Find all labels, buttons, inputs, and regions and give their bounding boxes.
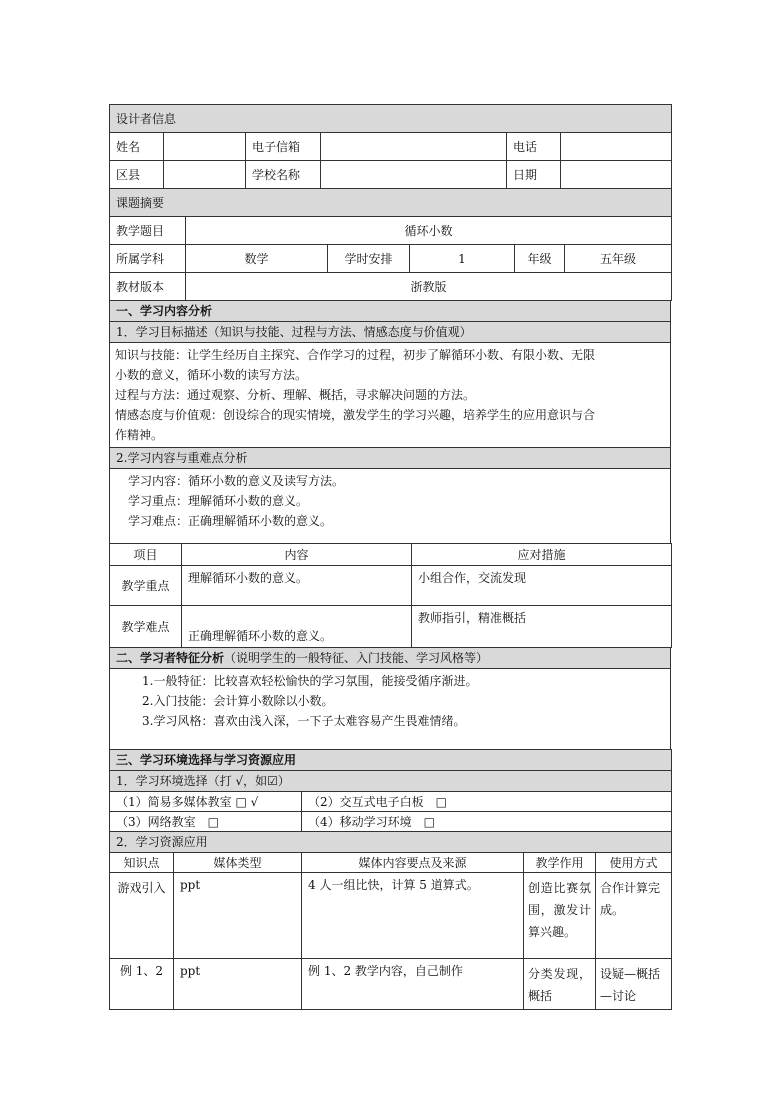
school-value[interactable] — [321, 161, 507, 189]
district-label: 区县 — [110, 161, 164, 189]
environment-section-title: 三、学习环境选择与学习资源应用 — [110, 750, 672, 771]
res-role: 创造比赛氛围，激发计算兴趣。 — [524, 873, 596, 959]
learner-table — [109, 647, 671, 750]
res-role: 分类发现，概括 — [524, 959, 596, 1010]
date-label: 日期 — [507, 161, 561, 189]
res-media: ppt — [174, 873, 302, 959]
edition-value: 浙教版 — [186, 273, 672, 301]
kd-row-measure: 教师指引，精准概括 — [412, 606, 672, 648]
resource-title: 2．学习资源应用 — [110, 832, 672, 853]
env-option-multimedia[interactable]: （1）简易多媒体教室 □ √ — [110, 792, 302, 812]
res-use: 设疑—概括—讨论 — [596, 959, 672, 1010]
school-label: 学校名称 — [246, 161, 321, 189]
summary-section-title: 课题摘要 — [110, 189, 672, 217]
key-line: 学习重点：理解循环小数的意义。 — [128, 494, 309, 508]
resource-table — [109, 852, 672, 1010]
kd-row-item: 教学难点 — [110, 606, 182, 648]
goals-line: 情感态度与价值观：创设综合的现实情境，激发学生的学习兴趣，培养学生的应用意识与合 — [115, 408, 596, 422]
learner-line: 2.入门技能：会计算小数除以小数。 — [142, 694, 334, 708]
goals-line: 小数的意义，循环小数的读写方法。 — [115, 368, 308, 382]
topic-label: 教学题目 — [110, 217, 186, 245]
district-value[interactable] — [164, 161, 246, 189]
content-section-title: 一、学习内容分析 — [110, 301, 671, 322]
learner-section-heading: 二、学习者特征分析 — [116, 651, 225, 665]
res-header-role: 教学作用 — [524, 853, 596, 873]
designer-info-table — [109, 104, 672, 189]
kd-row-content: 理解循环小数的意义。 — [182, 566, 412, 606]
key-points-title: 2.学习内容与重难点分析 — [110, 448, 671, 469]
env-choice-title: 1．学习环境选择（打 √，如☑） — [110, 771, 672, 792]
res-header-point: 知识点 — [110, 853, 174, 873]
key-difficulty-table — [109, 543, 672, 648]
res-media: ppt — [174, 959, 302, 1010]
designer-section-title: 设计者信息 — [110, 105, 672, 133]
grade-label: 年级 — [515, 245, 565, 273]
res-point: 例 1、2 — [110, 959, 174, 1010]
email-value[interactable] — [321, 133, 507, 161]
key-line: 学习内容：循环小数的意义及读写方法。 — [128, 474, 345, 488]
lesson-design-form — [109, 104, 671, 1010]
date-value[interactable] — [561, 161, 672, 189]
env-option-mobile[interactable]: （4）移动学习环境 □ — [302, 812, 672, 832]
goals-line: 作精神。 — [115, 428, 164, 442]
res-desc: 4 人一组比快，计算 5 道算式。 — [302, 873, 524, 959]
phone-value[interactable] — [561, 133, 672, 161]
res-use: 合作计算完成。 — [596, 873, 672, 959]
subject-value: 数学 — [186, 245, 328, 273]
key-line: 学习难点：正确理解循环小数的意义。 — [128, 514, 333, 528]
res-header-media: 媒体类型 — [174, 853, 302, 873]
name-label: 姓名 — [110, 133, 164, 161]
env-option-network[interactable]: （3）网络教室 □ — [110, 812, 302, 832]
learner-line: 1.一般特征：比较喜欢轻松愉快的学习氛围，能接受循序渐进。 — [142, 674, 478, 688]
hours-label: 学时安排 — [328, 245, 410, 273]
email-label: 电子信箱 — [246, 133, 321, 161]
goals-line: 知识与技能：让学生经历自主探究、合作学习的过程，初步了解循环小数、有限小数、无限 — [115, 348, 596, 362]
kd-header-content: 内容 — [182, 544, 412, 566]
edition-label: 教材版本 — [110, 273, 186, 301]
res-header-use: 使用方式 — [596, 853, 672, 873]
env-option-whiteboard[interactable]: （2）交互式电子白板 □ — [302, 792, 672, 812]
learner-text — [110, 669, 671, 750]
subject-label: 所属学科 — [110, 245, 186, 273]
hours-value: 1 — [410, 245, 515, 273]
learner-line: 3.学习风格：喜欢由浅入深，一下子太难容易产生畏难情绪。 — [142, 714, 466, 728]
summary-table — [109, 188, 672, 301]
res-desc: 例 1、2 教学内容，自己制作 — [302, 959, 524, 1010]
learner-section-note: （说明学生的一般特征、入门技能、学习风格等） — [224, 651, 489, 665]
content-analysis-table — [109, 300, 671, 544]
kd-row-content: 正确理解循环小数的意义。 — [182, 606, 412, 648]
grade-value: 五年级 — [565, 245, 672, 273]
res-point: 游戏引入 — [110, 873, 174, 959]
kd-header-item: 项目 — [110, 544, 182, 566]
kd-header-measure: 应对措施 — [412, 544, 672, 566]
topic-value: 循环小数 — [186, 217, 672, 245]
learner-section-title — [110, 648, 671, 669]
kd-row-measure: 小组合作，交流发现 — [412, 566, 672, 606]
goals-line: 过程与方法：通过观察、分析、理解、概括，寻求解决问题的方法。 — [115, 388, 476, 402]
key-points-text — [110, 469, 671, 544]
phone-label: 电话 — [507, 133, 561, 161]
res-header-desc: 媒体内容要点及来源 — [302, 853, 524, 873]
kd-row-item: 教学重点 — [110, 566, 182, 606]
goals-title: 1．学习目标描述（知识与技能、过程与方法、情感态度与价值观） — [110, 322, 671, 343]
name-value[interactable] — [164, 133, 246, 161]
goals-text — [110, 343, 671, 448]
environment-table — [109, 749, 672, 853]
